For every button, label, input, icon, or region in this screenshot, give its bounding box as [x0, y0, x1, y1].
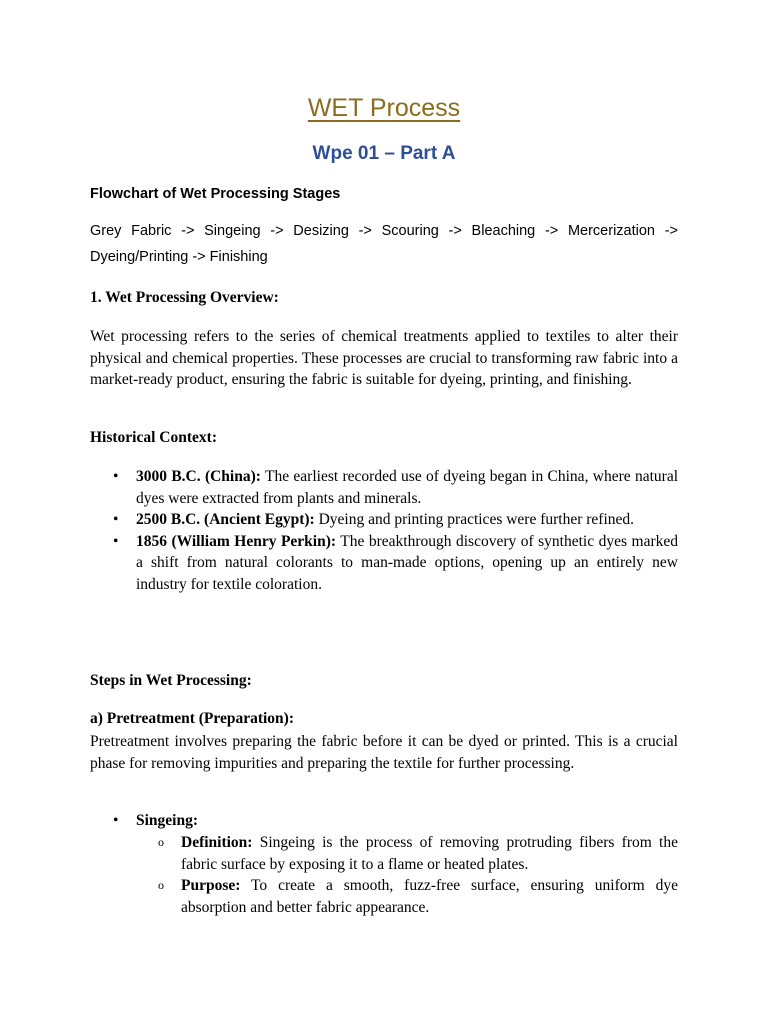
- historical-context-list: [90, 466, 678, 595]
- document-title: [0, 94, 768, 123]
- list-item-text: The earliest recorded use of dyeing began in China, where natural dyes were extracted from plants and minerals.: [136, 468, 679, 507]
- list-item-label: Definition:: [181, 834, 253, 851]
- historical-context-heading: Historical Context:: [90, 429, 217, 446]
- list-item-label: Purpose:: [181, 877, 241, 894]
- list-item: [136, 832, 678, 875]
- circle-bullet-icon: o: [158, 878, 164, 892]
- singeing-sublist: [136, 832, 678, 918]
- bullet-icon: •: [113, 812, 119, 829]
- flowchart-line-1: Grey Fabric -> Singeing -> Desizing -> Scouring -> Bleaching -> Mercerization ->: [90, 223, 678, 239]
- list-item-text: Singeing is the process of removing protruding fibers from the fabric surface by exposing it to a flame or heated plates.: [181, 834, 678, 873]
- list-item: [90, 531, 678, 596]
- steps-heading: Steps in Wet Processing:: [90, 672, 252, 689]
- list-item: [90, 509, 678, 531]
- pretreatment-paragraph: Pretreatment involves preparing the fabric before it can be dyed or printed. This is a crucial phase for removing impurities and preparing the textile for further processing.: [90, 733, 678, 772]
- document-subtitle: Wpe 01 – Part A: [312, 143, 456, 164]
- singeing-label: Singeing:: [136, 812, 199, 829]
- list-item-text: Dyeing and printing practices were further refined.: [314, 511, 635, 528]
- list-item-label: 1856 (William Henry Perkin):: [136, 532, 337, 550]
- overview-paragraph: Wet processing refers to the series of chemical treatments applied to textiles to alter their physical and chemical properties. These processes are crucial to transforming raw fabric into a market-ready product, ensuring the fabric is suitable for dyeing, printing, and finishing.: [90, 328, 678, 388]
- list-item-label: 3000 B.C. (China):: [136, 468, 261, 485]
- document-title-text: WET Process: [307, 94, 461, 122]
- flowchart-heading: Flowchart of Wet Processing Stages: [90, 186, 341, 202]
- list-item-label: 2500 B.C. (Ancient Egypt):: [136, 511, 315, 528]
- list-item-text: To create a smooth, fuzz-free surface, ensuring uniform dye absorption and better fabric appearance.: [181, 877, 678, 916]
- list-item-text: The breakthrough discovery of synthetic dyes marked a shift from natural colorants to man-made options, opening up an entirely new industry for textile coloration.: [136, 532, 678, 593]
- flowchart-line-2: Dyeing/Printing -> Finishing: [90, 249, 268, 265]
- circle-bullet-icon: o: [158, 835, 164, 849]
- list-item: [136, 875, 678, 918]
- list-item: [90, 466, 678, 509]
- pretreatment-heading: a) Pretreatment (Preparation):: [90, 710, 295, 727]
- overview-heading: 1. Wet Processing Overview:: [90, 289, 279, 306]
